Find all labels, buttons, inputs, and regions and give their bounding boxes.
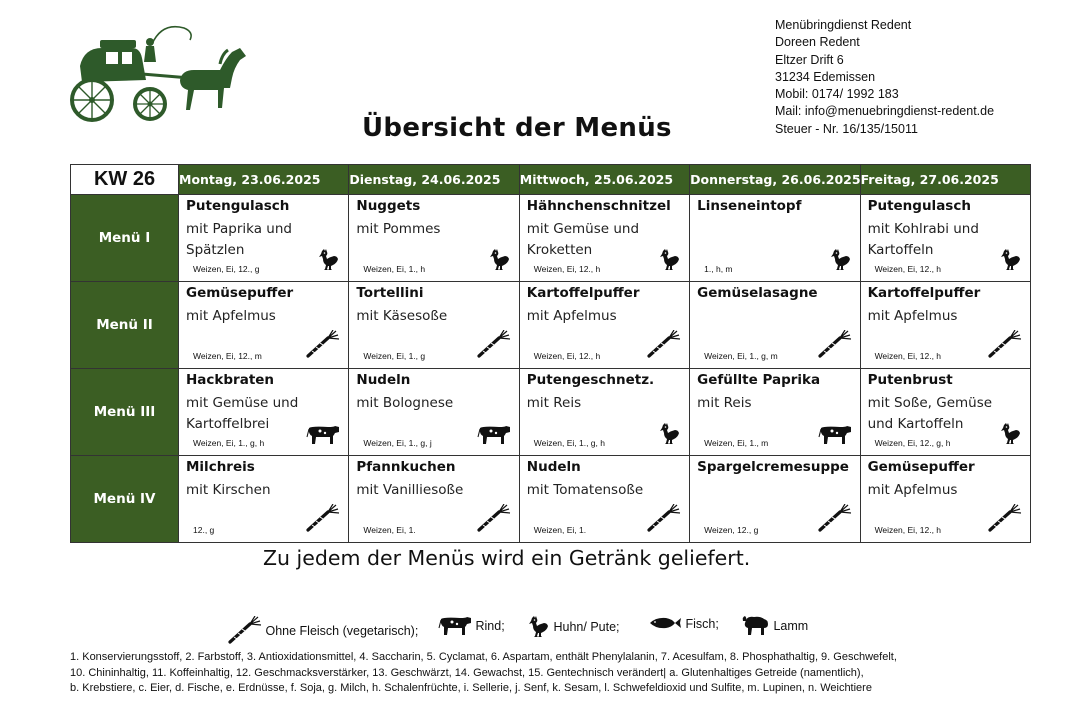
side-line: mit Käsesoße (356, 308, 448, 324)
side-line: mit Kirschen (186, 482, 271, 498)
dish-side (527, 219, 639, 261)
dish-side (356, 306, 447, 327)
menu-cell-tuesday (349, 282, 519, 369)
dish-side (868, 306, 958, 327)
menu-cell-monday (179, 195, 349, 282)
allergen-codes: Weizen, Ei, 12., h (874, 525, 942, 535)
allergen-codes: Weizen, Ei, 12., h (874, 351, 942, 361)
footnote-line: b. Krebstiere, c. Eier, d. Fische, e. Erdnüsse, f. Soja, g. Milch, h. Schalenfrüchte, i. Sellerie, j. Senf, k. Sesam, l. Schwefeldioxid und Sulfite, m. Lupinen, n. Weichtiere (70, 682, 872, 694)
dish-name: Pfannkuchen (356, 459, 456, 475)
allergen-codes: Weizen, Ei, 1., h (363, 264, 426, 274)
menu-row-label: Menü IV (71, 456, 179, 543)
fish-icon (648, 616, 682, 633)
dish-side (527, 393, 581, 414)
menu-cell-tuesday (349, 369, 519, 456)
carriage-logo (62, 18, 252, 130)
page-title: Übersicht der Menüs (362, 113, 672, 143)
dish-name: Nudeln (526, 459, 581, 475)
menu-cell-wednesday (519, 282, 689, 369)
side-line: Kroketten (526, 242, 593, 258)
chicken-icon (487, 247, 511, 275)
side-line: mit Apfelmus (867, 308, 958, 324)
dish-side (697, 393, 751, 414)
dish-name: Putengulasch (186, 198, 290, 214)
legend-label: Huhn/ Pute; (553, 619, 620, 634)
dish-name: Spargelcremesuppe (697, 459, 849, 475)
side-line: mit Apfelmus (186, 308, 276, 324)
menu-row (71, 456, 1031, 543)
dish-name: Putengeschnetz. (526, 372, 655, 388)
dish-name: Gemüsepuffer (867, 459, 975, 475)
drink-note: Zu jedem der Menüs wird ein Getränk geliefert. (263, 546, 751, 570)
tax-number: Steuer - Nr. 16/135/15011 (775, 121, 918, 136)
allergen-codes: Weizen, Ei, 1., g (363, 351, 426, 361)
menu-cell-thursday (690, 282, 860, 369)
side-line: mit Soße, Gemüse (867, 395, 993, 411)
dish-side (868, 393, 993, 435)
chicken-icon (657, 421, 681, 449)
cow-icon (438, 614, 472, 639)
street: Eltzer Drift 6 (775, 52, 844, 67)
dish-name: Gemüsepuffer (186, 285, 294, 301)
side-line: Spätzlen (186, 242, 245, 258)
legend-label: Fisch; (685, 616, 719, 631)
week-label: KW 26 (71, 165, 179, 195)
dish-side (868, 480, 958, 501)
side-line: mit Reis (526, 395, 582, 411)
chicken-icon (526, 614, 550, 641)
dish-side (527, 480, 643, 501)
allergen-codes: Weizen, Ei, 12., h (533, 264, 601, 274)
dish-side (186, 393, 298, 435)
menu-row-label: Menü II (71, 282, 179, 369)
carrot-icon (477, 330, 511, 362)
legend-item-chicken (526, 614, 620, 641)
dish-side (527, 306, 617, 327)
footnote-line: 1. Konservierungsstoff, 2. Farbstoff, 3. Antioxidationsmittel, 4. Saccharin, 5. Cyclamat, 6. Aspartam, enthält Phenylalanin, 7. Acesulfam, 8. Phosphathaltig, 9. Geschwefelt, (70, 651, 897, 663)
menu-cell-thursday (690, 369, 860, 456)
side-line: mit Kohlrabi und (867, 221, 979, 237)
menu-cell-wednesday (519, 369, 689, 456)
menu-cell-tuesday (349, 195, 519, 282)
day-header-friday: Freitag, 27.06.2025 (860, 165, 1030, 195)
company-name: Menübringdienst Redent (775, 18, 912, 32)
dish-name: Nudeln (356, 372, 411, 388)
chicken-icon (657, 247, 681, 275)
legend-label: Lamm (773, 618, 809, 633)
side-line: mit Apfelmus (867, 482, 958, 498)
chicken-icon (316, 247, 340, 275)
dish-side (186, 219, 292, 261)
chicken-icon (998, 421, 1022, 449)
dish-name: Kartoffelpuffer (526, 285, 640, 301)
menu-row (71, 282, 1031, 369)
allergen-codes: Weizen, Ei, 1., g, m (704, 351, 778, 361)
side-line: mit Vanilliesoße (356, 482, 464, 498)
allergen-codes: 1., h, m (704, 264, 733, 274)
chicken-icon (998, 247, 1022, 275)
menu-row-label: Menü I (71, 195, 179, 282)
menu-cell-friday (860, 282, 1030, 369)
menu-cell-tuesday (349, 456, 519, 543)
side-line: und Kartoffeln (867, 416, 964, 432)
dish-side (356, 393, 453, 414)
menu-cell-friday (860, 456, 1030, 543)
dish-name: Hähnchenschnitzel (526, 198, 671, 214)
dish-name: Putengulasch (867, 198, 971, 214)
dish-side (868, 219, 979, 261)
carrot-icon (228, 616, 262, 647)
menu-cell-monday (179, 282, 349, 369)
menu-cell-thursday (690, 195, 860, 282)
menu-cell-wednesday (519, 456, 689, 543)
carrot-icon (477, 504, 511, 536)
allergen-codes: Weizen, Ei, 1., g, h (533, 438, 605, 448)
cow-icon (818, 423, 852, 449)
menu-cell-monday (179, 456, 349, 543)
day-header-tuesday: Dienstag, 24.06.2025 (349, 165, 519, 195)
carrot-icon (647, 504, 681, 536)
legend-label: Ohne Fleisch (vegetarisch); (265, 623, 419, 638)
dish-side (356, 480, 463, 501)
day-header-monday: Montag, 23.06.2025 (179, 165, 349, 195)
legend-item-lamb (742, 614, 808, 639)
company-address (775, 17, 994, 138)
city: 31234 Edemissen (775, 69, 876, 84)
menu-row-label: Menü III (71, 369, 179, 456)
dish-name: Hackbraten (186, 372, 275, 388)
side-line: Kartoffelbrei (186, 416, 270, 432)
carrot-icon (647, 330, 681, 362)
allergen-codes: Weizen, Ei, 1., m (704, 438, 769, 448)
menu-table (70, 164, 1031, 543)
side-line: mit Apfelmus (526, 308, 617, 324)
menu-cell-monday (179, 369, 349, 456)
dish-name: Gemüselasagne (697, 285, 818, 301)
side-line: mit Tomatensoße (526, 482, 644, 498)
side-line: mit Paprika und (186, 221, 292, 237)
carrot-icon (818, 330, 852, 362)
carrot-icon (306, 330, 340, 362)
legend-item-fish (648, 616, 719, 633)
cow-icon (306, 423, 340, 449)
dish-name: Linseneintopf (697, 198, 802, 214)
owner-name: Doreen Redent (775, 35, 860, 50)
dish-side (356, 219, 440, 240)
chicken-icon (828, 247, 852, 275)
allergen-codes: Weizen, Ei, 1., g, j (363, 438, 432, 448)
allergen-codes: Weizen, Ei, 12., h (874, 264, 942, 274)
legend-item-beef (438, 614, 505, 639)
side-line: mit Bolognese (356, 395, 454, 411)
dish-name: Tortellini (356, 285, 424, 301)
menu-row (71, 369, 1031, 456)
sheep-icon (742, 614, 770, 639)
menu-cell-friday (860, 369, 1030, 456)
allergen-codes: Weizen, Ei, 12., g (193, 264, 260, 274)
dish-name: Milchreis (186, 459, 255, 475)
dish-side (186, 480, 271, 501)
dish-name: Kartoffelpuffer (867, 285, 981, 301)
side-line: mit Gemüse und (526, 221, 640, 237)
phone: Mobil: 0174/ 1992 183 (775, 87, 899, 102)
carrot-icon (818, 504, 852, 536)
legend-item-vegetarian (228, 616, 418, 647)
carrot-icon (306, 504, 340, 536)
carrot-icon (988, 504, 1022, 536)
side-line: mit Pommes (356, 221, 441, 237)
dish-side (186, 306, 276, 327)
allergen-codes: Weizen, Ei, 1., g, h (193, 438, 265, 448)
menu-row (71, 195, 1031, 282)
menu-cell-wednesday (519, 195, 689, 282)
legend-label: Rind; (475, 618, 505, 633)
cow-icon (477, 423, 511, 449)
dish-name: Gefüllte Paprika (697, 372, 821, 388)
allergen-codes: Weizen, Ei, 12., m (193, 351, 262, 361)
allergen-codes: 12., g (193, 525, 215, 535)
carrot-icon (988, 330, 1022, 362)
allergen-footnote (70, 650, 897, 697)
dish-name: Putenbrust (867, 372, 953, 388)
menu-cell-thursday (690, 456, 860, 543)
allergen-codes: Weizen, Ei, 1. (533, 525, 587, 535)
allergen-codes: Weizen, Ei, 1. (363, 525, 416, 535)
side-line: mit Gemüse und (186, 395, 299, 411)
allergen-codes: Weizen, 12., g (704, 525, 759, 535)
footnote-line: 10. Chininhaltig, 11. Koffeinhaltig, 12. Geschmacksverstärker, 13. Geschwärzt, 14. Gewachst, 15. Gentechnisch verändert| a. Glutenhaltiges Getreide (namentlich), (70, 666, 864, 679)
side-line: mit Reis (697, 395, 752, 411)
day-header-thursday: Donnerstag, 26.06.2025 (690, 165, 860, 195)
dish-name: Nuggets (356, 198, 421, 214)
menu-cell-friday (860, 195, 1030, 282)
allergen-codes: Weizen, Ei, 12., h (533, 351, 601, 361)
day-header-wednesday: Mittwoch, 25.06.2025 (519, 165, 689, 195)
allergen-codes: Weizen, Ei, 12., g, h (874, 438, 951, 448)
side-line: Kartoffeln (867, 242, 934, 258)
email: Mail: info@menuebringdienst-redent.de (775, 104, 995, 119)
